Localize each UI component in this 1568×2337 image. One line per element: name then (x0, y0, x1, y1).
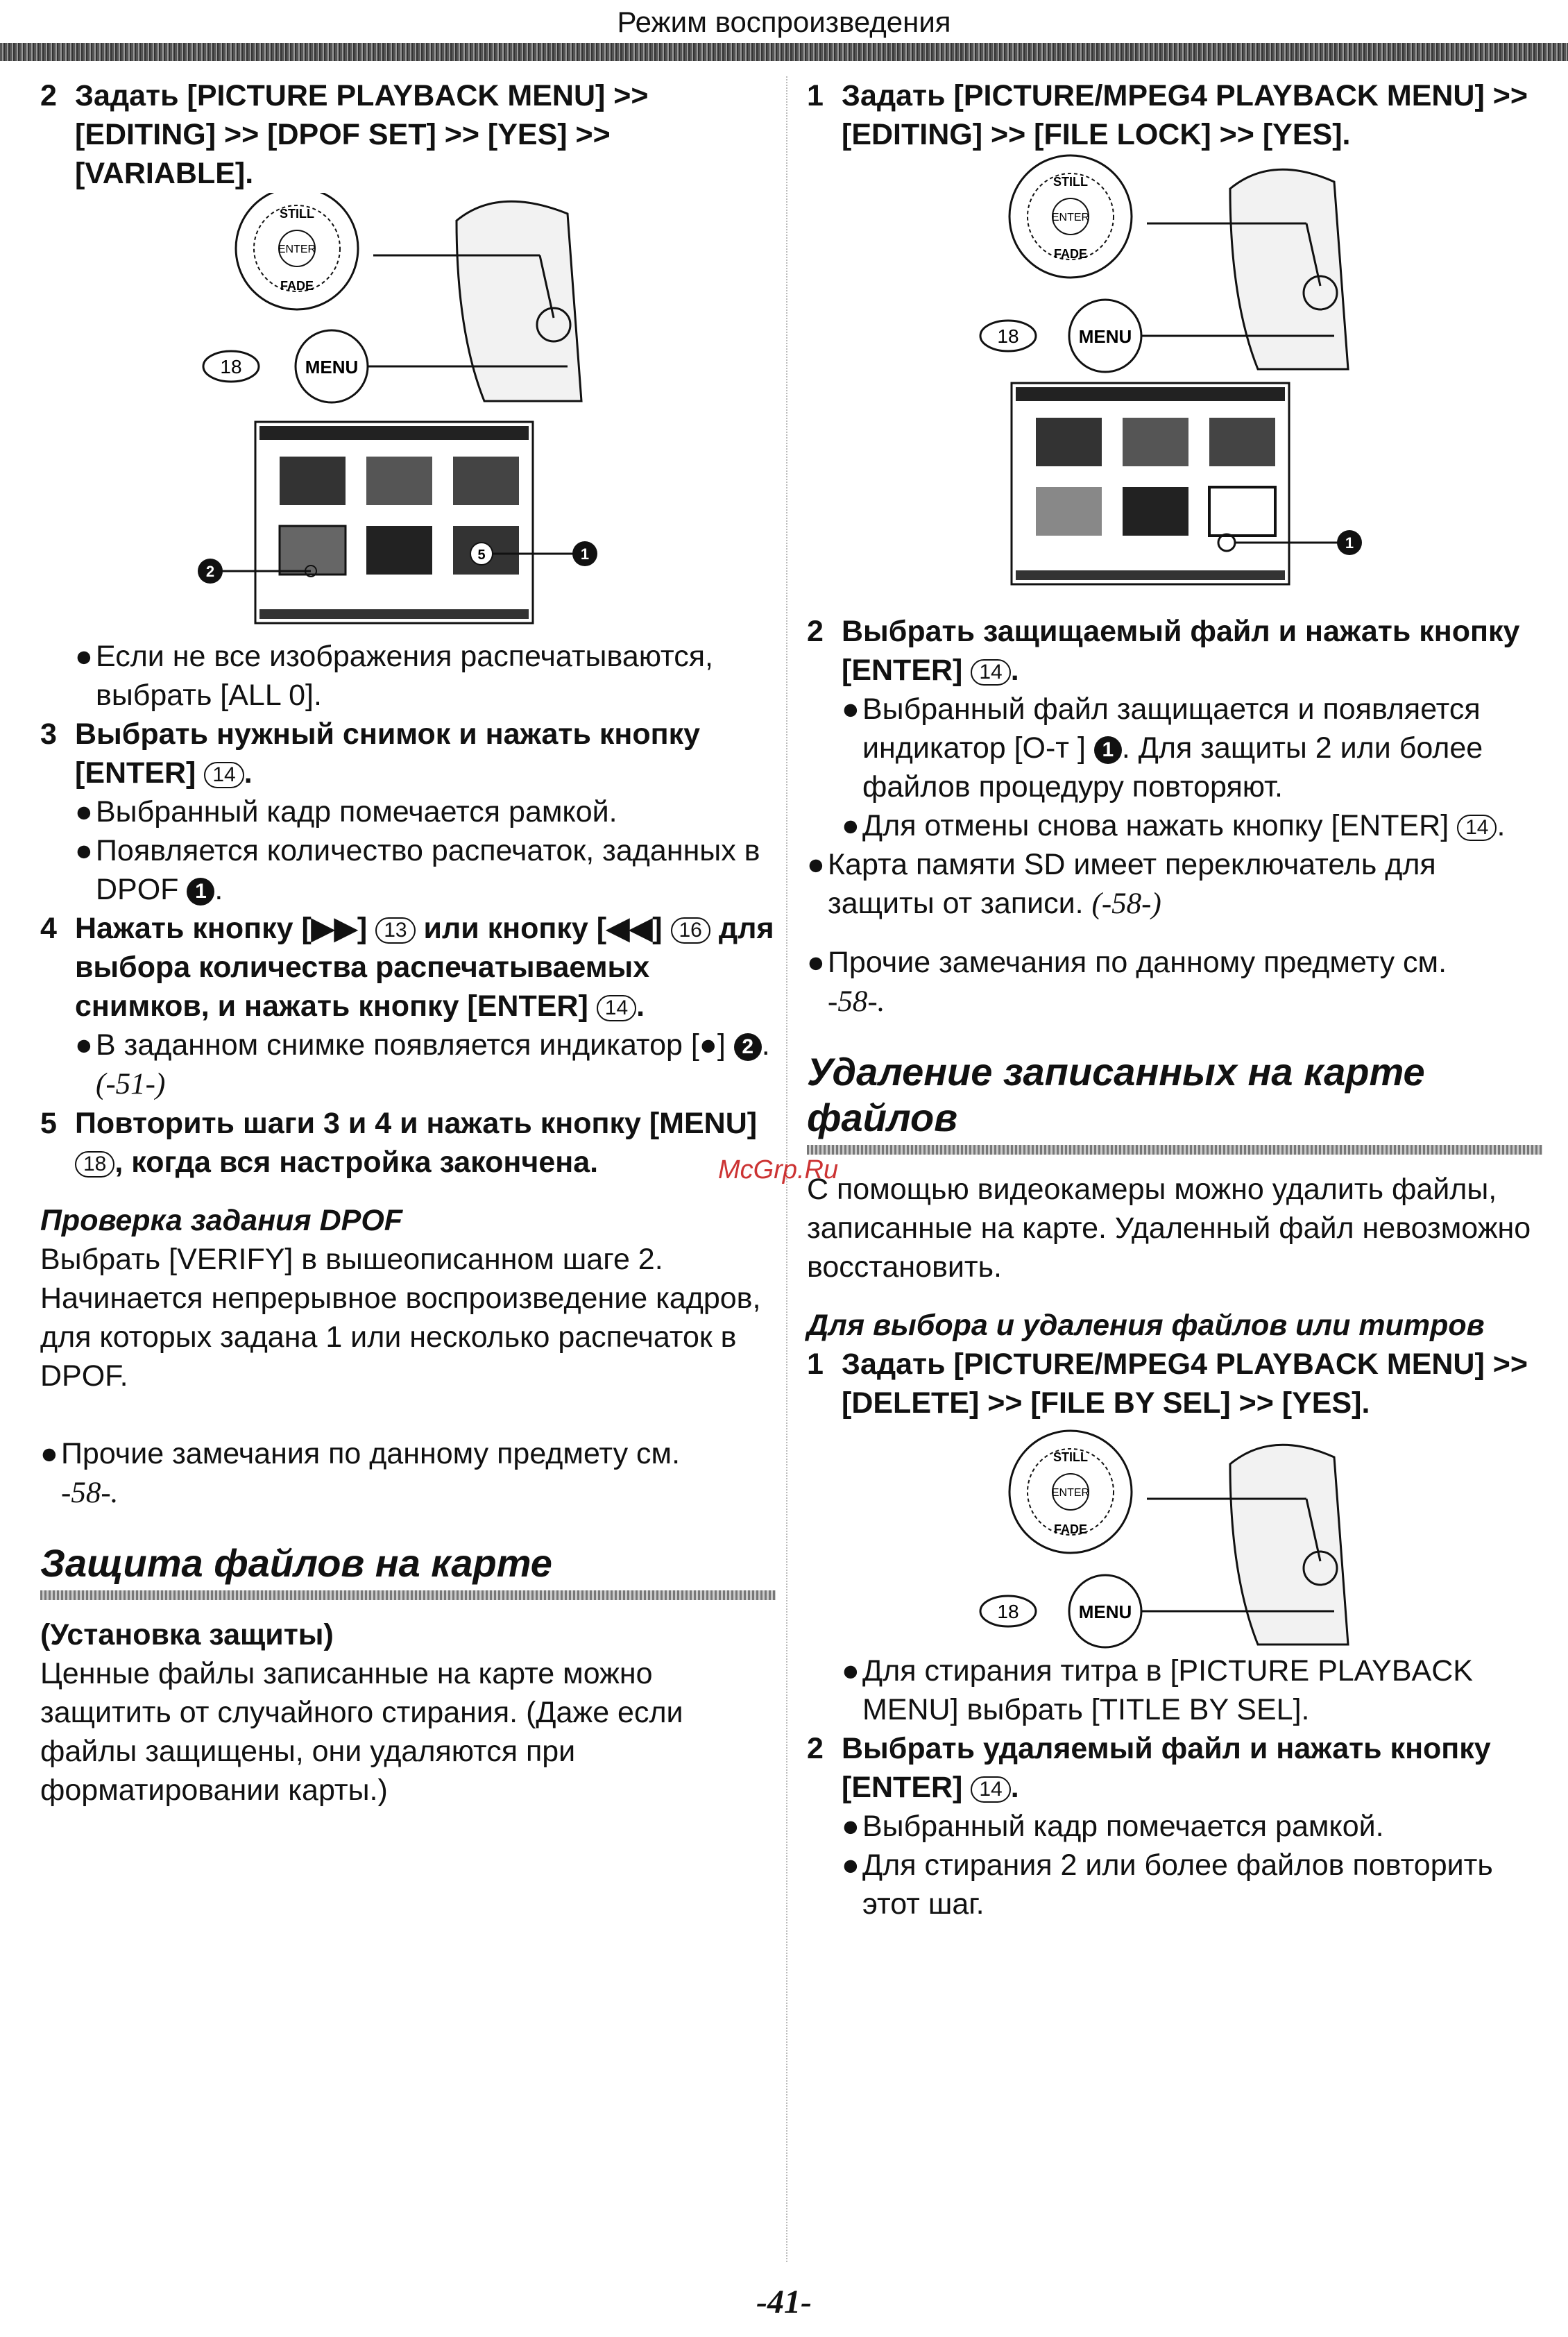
camera-controls-figure-3 (807, 1422, 1542, 1651)
step-2-select-protect: 2 Выбрать защищаемый файл и нажать кнопку [ENTER] 14 . (807, 615, 1520, 687)
step-4-bullet-1: ● В заданном снимке появляется индикатор [●] 2 . (-51-) (75, 1028, 770, 1100)
enter-label: ENTER (278, 244, 316, 255)
section-file-protection-title: Защита файлов на карте (40, 1541, 552, 1585)
section-rule (40, 1590, 776, 1600)
svg-text:18: 18 (997, 325, 1019, 347)
step-5: 5 Повторить шаги 3 и 4 и нажать кнопку [MENU] 18 , когда вся настройка закончена. (40, 1107, 758, 1179)
marker-1-inline: 1 (187, 878, 214, 906)
step-3-bullet-2: ● Появляется количество распечаток, заданных в DPOF 1 . (75, 834, 760, 906)
protection-text: Ценные файлы записанные на карте можно защитить от случайного стирания. (Даже если файлы защищены, они удаляются при форматировании карты.) (40, 1657, 683, 1807)
step-3: 3 Выбрать нужный снимок и нажать кнопку [ENTER] 14 . (40, 717, 701, 790)
svg-text:STILL: STILL (1053, 1450, 1088, 1464)
section-rule-2 (807, 1145, 1542, 1155)
ref-14: 14 (204, 762, 244, 788)
right-column (807, 76, 1542, 1923)
page-number: -41- (756, 2284, 812, 2320)
svg-text:ENTER: ENTER (1051, 212, 1090, 223)
protection-subtitle: (Установка защиты) (40, 1618, 334, 1651)
header-rule (0, 43, 1568, 61)
bullet-all0: ● Если не все изображения распечатываются, выбрать [ALL 0]. (75, 640, 713, 712)
camera-controls-figure-2 (807, 154, 1542, 376)
camera-controls-illustration (40, 193, 665, 415)
left-other-note: ● Прочие замечания по данному предмету см. -58-. (40, 1437, 681, 1509)
svg-text:ENTER: ENTER (1051, 1487, 1090, 1499)
dpof-screen-illustration (40, 415, 665, 637)
delete-subheading: Для выбора и удаления файлов или титров (807, 1309, 1485, 1342)
verify-text: Выбрать [VERIFY] в вышеописанном шаге 2. Начинается непрерывное воспроизведение кадров, для которых задана 1 или несколько распечаток в DPOF. (40, 1243, 761, 1393)
sd-card-note: ● Карта памяти SD имеет переключатель для защиты от записи. (-58-) (807, 848, 1436, 920)
page-header: Режим воспроизведения (617, 6, 951, 38)
print-count: 5 (477, 547, 486, 563)
marker-1-lock: 1 (1345, 534, 1354, 552)
menu-button-label: MENU (305, 357, 359, 377)
marker-1: 1 (580, 545, 590, 563)
step-1-file-lock: 1 Задать [PICTURE/MPEG4 PLAYBACK MENU] >> [EDITING] >> [FILE LOCK] >> [YES]. (807, 79, 1528, 151)
marker-2-inline: 2 (734, 1033, 762, 1061)
file-lock-screen-figure (807, 376, 1542, 612)
delete-intro: С помощью видеокамеры можно удалить файлы, записанные на карте. Удаленный файл невозможно восстановить. (807, 1173, 1531, 1284)
camera-controls-figure (40, 193, 776, 415)
svg-text:MENU: MENU (1078, 326, 1132, 347)
left-column (40, 76, 776, 1810)
right-other-note: ● Прочие замечания по данному предмету см. -58-. (807, 946, 1447, 1018)
section-delete-title: Удаление записанных на карте файлов (807, 1050, 1425, 1139)
delete-step-1: 1 Задать [PICTURE/MPEG4 PLAYBACK MENU] >> [DELETE] >> [FILE BY SEL] >> [YES]. (807, 1348, 1528, 1420)
fade-label: FADE (280, 279, 314, 293)
delete-bullet-frame: ● Выбранный кадр помечается рамкой. (842, 1810, 1384, 1843)
svg-text:MENU: MENU (1078, 1601, 1132, 1622)
svg-text:STILL: STILL (1053, 175, 1088, 189)
delete-step-2: 2 Выбрать удаляемый файл и нажать кнопку [ENTER] 14 . (807, 1732, 1491, 1804)
delete-bullet-title: ● Для стирания титра в [PICTURE PLAYBACK MENU] выбрать [TITLE BY SEL]. (842, 1654, 1473, 1726)
svg-text:FADE: FADE (1053, 247, 1088, 261)
file-lock-screen-illustration (807, 376, 1431, 612)
dpof-screen-figure (40, 415, 776, 637)
watermark: McGrp.Ru (718, 1155, 839, 1184)
still-label: STILL (280, 207, 314, 221)
step-2-dpof: 2 Задать [PICTURE PLAYBACK MENU] >> [EDITING] >> [DPOF SET] >> [YES] >> [VARIABLE]. (40, 79, 649, 190)
step-4: 4 Нажать кнопку [▶▶] 13 или кнопку [◀◀] 16 для выбора количества распечатываемых снимков, и нажать кнопку [ENTER] 14 . (40, 912, 774, 1023)
verify-heading: Проверка задания DPOF (40, 1204, 403, 1237)
ref-18: 18 (220, 356, 242, 377)
camera-controls-illustration-2 (807, 154, 1431, 376)
svg-text:FADE: FADE (1053, 1522, 1088, 1536)
step-3-bullet-1: ● Выбранный кадр помечается рамкой. (75, 795, 617, 828)
step-2-bullet-1: ● Выбранный файл защищается и появляется индикатор [О‑т ] 1 . Для защиты 2 или более файлов процедуру повторяют. (842, 692, 1483, 804)
marker-2: 2 (205, 563, 215, 580)
step-2-bullet-2: ● Для отмены снова нажать кнопку [ENTER] 14 . (842, 809, 1506, 842)
svg-text:18: 18 (997, 1601, 1019, 1622)
camera-controls-illustration-3 (807, 1422, 1431, 1651)
delete-bullet-repeat: ● Для стирания 2 или более файлов повторить этот шаг. (842, 1849, 1493, 1921)
